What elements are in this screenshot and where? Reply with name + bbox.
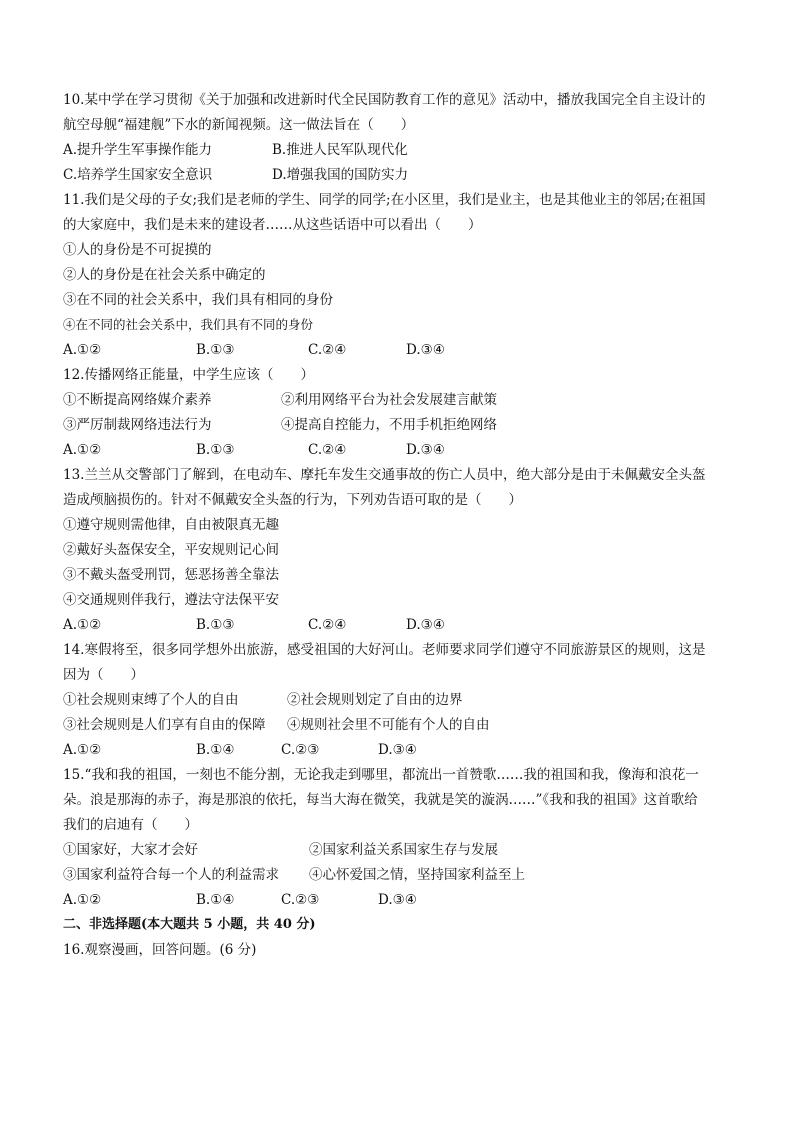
q15-stem-line-3: 我们的启迪有（ ） [63,817,198,833]
q15-stem-line-1: 15.“我和我的祖国，一刻也不能分割，无论我走到哪里，都流出一首赞歌……我的祖国和我，像海和浪花一 [63,767,699,783]
q11-option-b: B.①③ [196,342,235,358]
q11-stem-line-1: 11.我们是父母的子女;我们是老师的学生、同学的同学;在小区里，我们是业主，也是其他业主的邻居;在祖国 [63,192,706,208]
q11-item-2: ②人的身份是在社会关系中确定的 [63,267,266,283]
q15-item-3: ③国家利益符合每一个人的利益需求 [63,867,279,883]
q15-item-2: ②国家利益关系国家生存与发展 [309,842,498,858]
q14-stem-line-2: 因为（ ） [63,667,144,683]
q15-item-4: ④心怀爱国之情，坚持国家利益至上 [309,867,525,883]
q14-option-c: C.②③ [281,742,320,758]
q13-option-d: D.③④ [406,617,445,633]
q14-item-4: ④规则社会里不可能有个人的自由 [287,717,490,733]
q11-item-3: ③在不同的社会关系中，我们具有相同的身份 [63,292,333,308]
q12-item-4: ④提高自控能力，不用手机拒绝网络 [281,417,497,433]
q11-option-c: C.②④ [308,342,347,358]
q13-option-b: B.①③ [196,617,235,633]
q16-stem-line-1: 16.观察漫画，回答问题。(6 分) [63,942,257,958]
q14-option-b: B.①④ [196,742,235,758]
q11-stem-line-2: 的大家庭中，我们是未来的建设者……从这些话语中可以看出（ ） [63,217,482,233]
q12-item-1: ①不断提高网络媒介素养 [63,392,212,408]
q14-stem-line-1: 14.寒假将至，很多同学想外出旅游，感受祖国的大好河山。老师要求同学们遵守不同旅游景区的规则，这是 [63,642,706,658]
q12-option-a: A.①② [63,442,102,458]
q15-item-1: ①国家好，大家才会好 [63,842,198,858]
section-2-heading: 二、非选择题(本大题共 5 小题，共 40 分) [63,917,316,932]
q15-option-d: D.③④ [378,892,417,908]
q13-option-c: C.②④ [308,617,347,633]
q15-option-c: C.②③ [281,892,320,908]
q12-stem-line-1: 12.传播网络正能量，中学生应该（ ） [63,367,314,383]
q14-option-a: A.①② [63,742,102,758]
q15-stem-line-2: 朵。浪是那海的赤子，海是那浪的依托，每当大海在微笑，我就是笑的漩涡……”《我和我的祖国》这首歌给 [63,792,698,808]
q11-option-a: A.①② [63,342,102,358]
q14-item-2: ②社会规则划定了自由的边界 [287,692,463,708]
q15-option-b: B.①④ [196,892,235,908]
q12-option-b: B.①③ [196,442,235,458]
q13-item-4: ④交通规则伴我行，遵法守法保平安 [63,592,279,608]
q13-option-a: A.①② [63,617,102,633]
q13-stem-line-1: 13.兰兰从交警部门了解到，在电动车、摩托车发生交通事故的伤亡人员中，绝大部分是由于未佩戴安全头盔 [63,467,706,483]
q12-option-d: D.③④ [406,442,445,458]
q13-stem-line-2: 造成颅脑损伤的。针对不佩戴安全头盔的行为，下列劝告语可取的是（ ） [63,492,522,508]
q13-item-1: ①遵守规则需他律，自由被限真无趣 [63,517,279,533]
q13-item-3: ③不戴头盔受刑罚，惩恶扬善全靠法 [63,567,279,583]
q14-item-1: ①社会规则束缚了个人的自由 [63,692,239,708]
q10-option-c: C.培养学生国家安全意识 [63,167,213,183]
q12-item-2: ②利用网络平台为社会发展建言献策 [281,392,497,408]
q13-item-2: ②戴好头盔保安全，平安规则记心间 [63,542,279,558]
q11-item-4: ④在不同的社会关系中，我们具有不同的身份 [63,317,314,332]
q12-item-3: ③严厉制裁网络违法行为 [63,417,212,433]
q10-stem-line-2: 航空母舰“福建舰”下水的新闻视频。这一做法旨在（ ） [63,117,415,133]
q10-option-d: D.增强我国的国防实力 [272,167,409,183]
q10-option-a: A.提升学生军事操作能力 [63,142,213,158]
q15-option-a: A.①② [63,892,102,908]
q10-stem-line-1: 10.某中学在学习贯彻《关于加强和改进新时代全民国防教育工作的意见》活动中，播放我国完全自主设计的 [63,92,706,108]
q12-option-c: C.②④ [308,442,347,458]
q11-option-d: D.③④ [406,342,445,358]
q14-item-3: ③社会规则是人们享有自由的保障 [63,717,266,733]
q11-item-1: ①人的身份是不可捉摸的 [63,242,212,258]
q14-option-d: D.③④ [378,742,417,758]
q10-option-b: B.推进人民军队现代化 [272,142,408,158]
